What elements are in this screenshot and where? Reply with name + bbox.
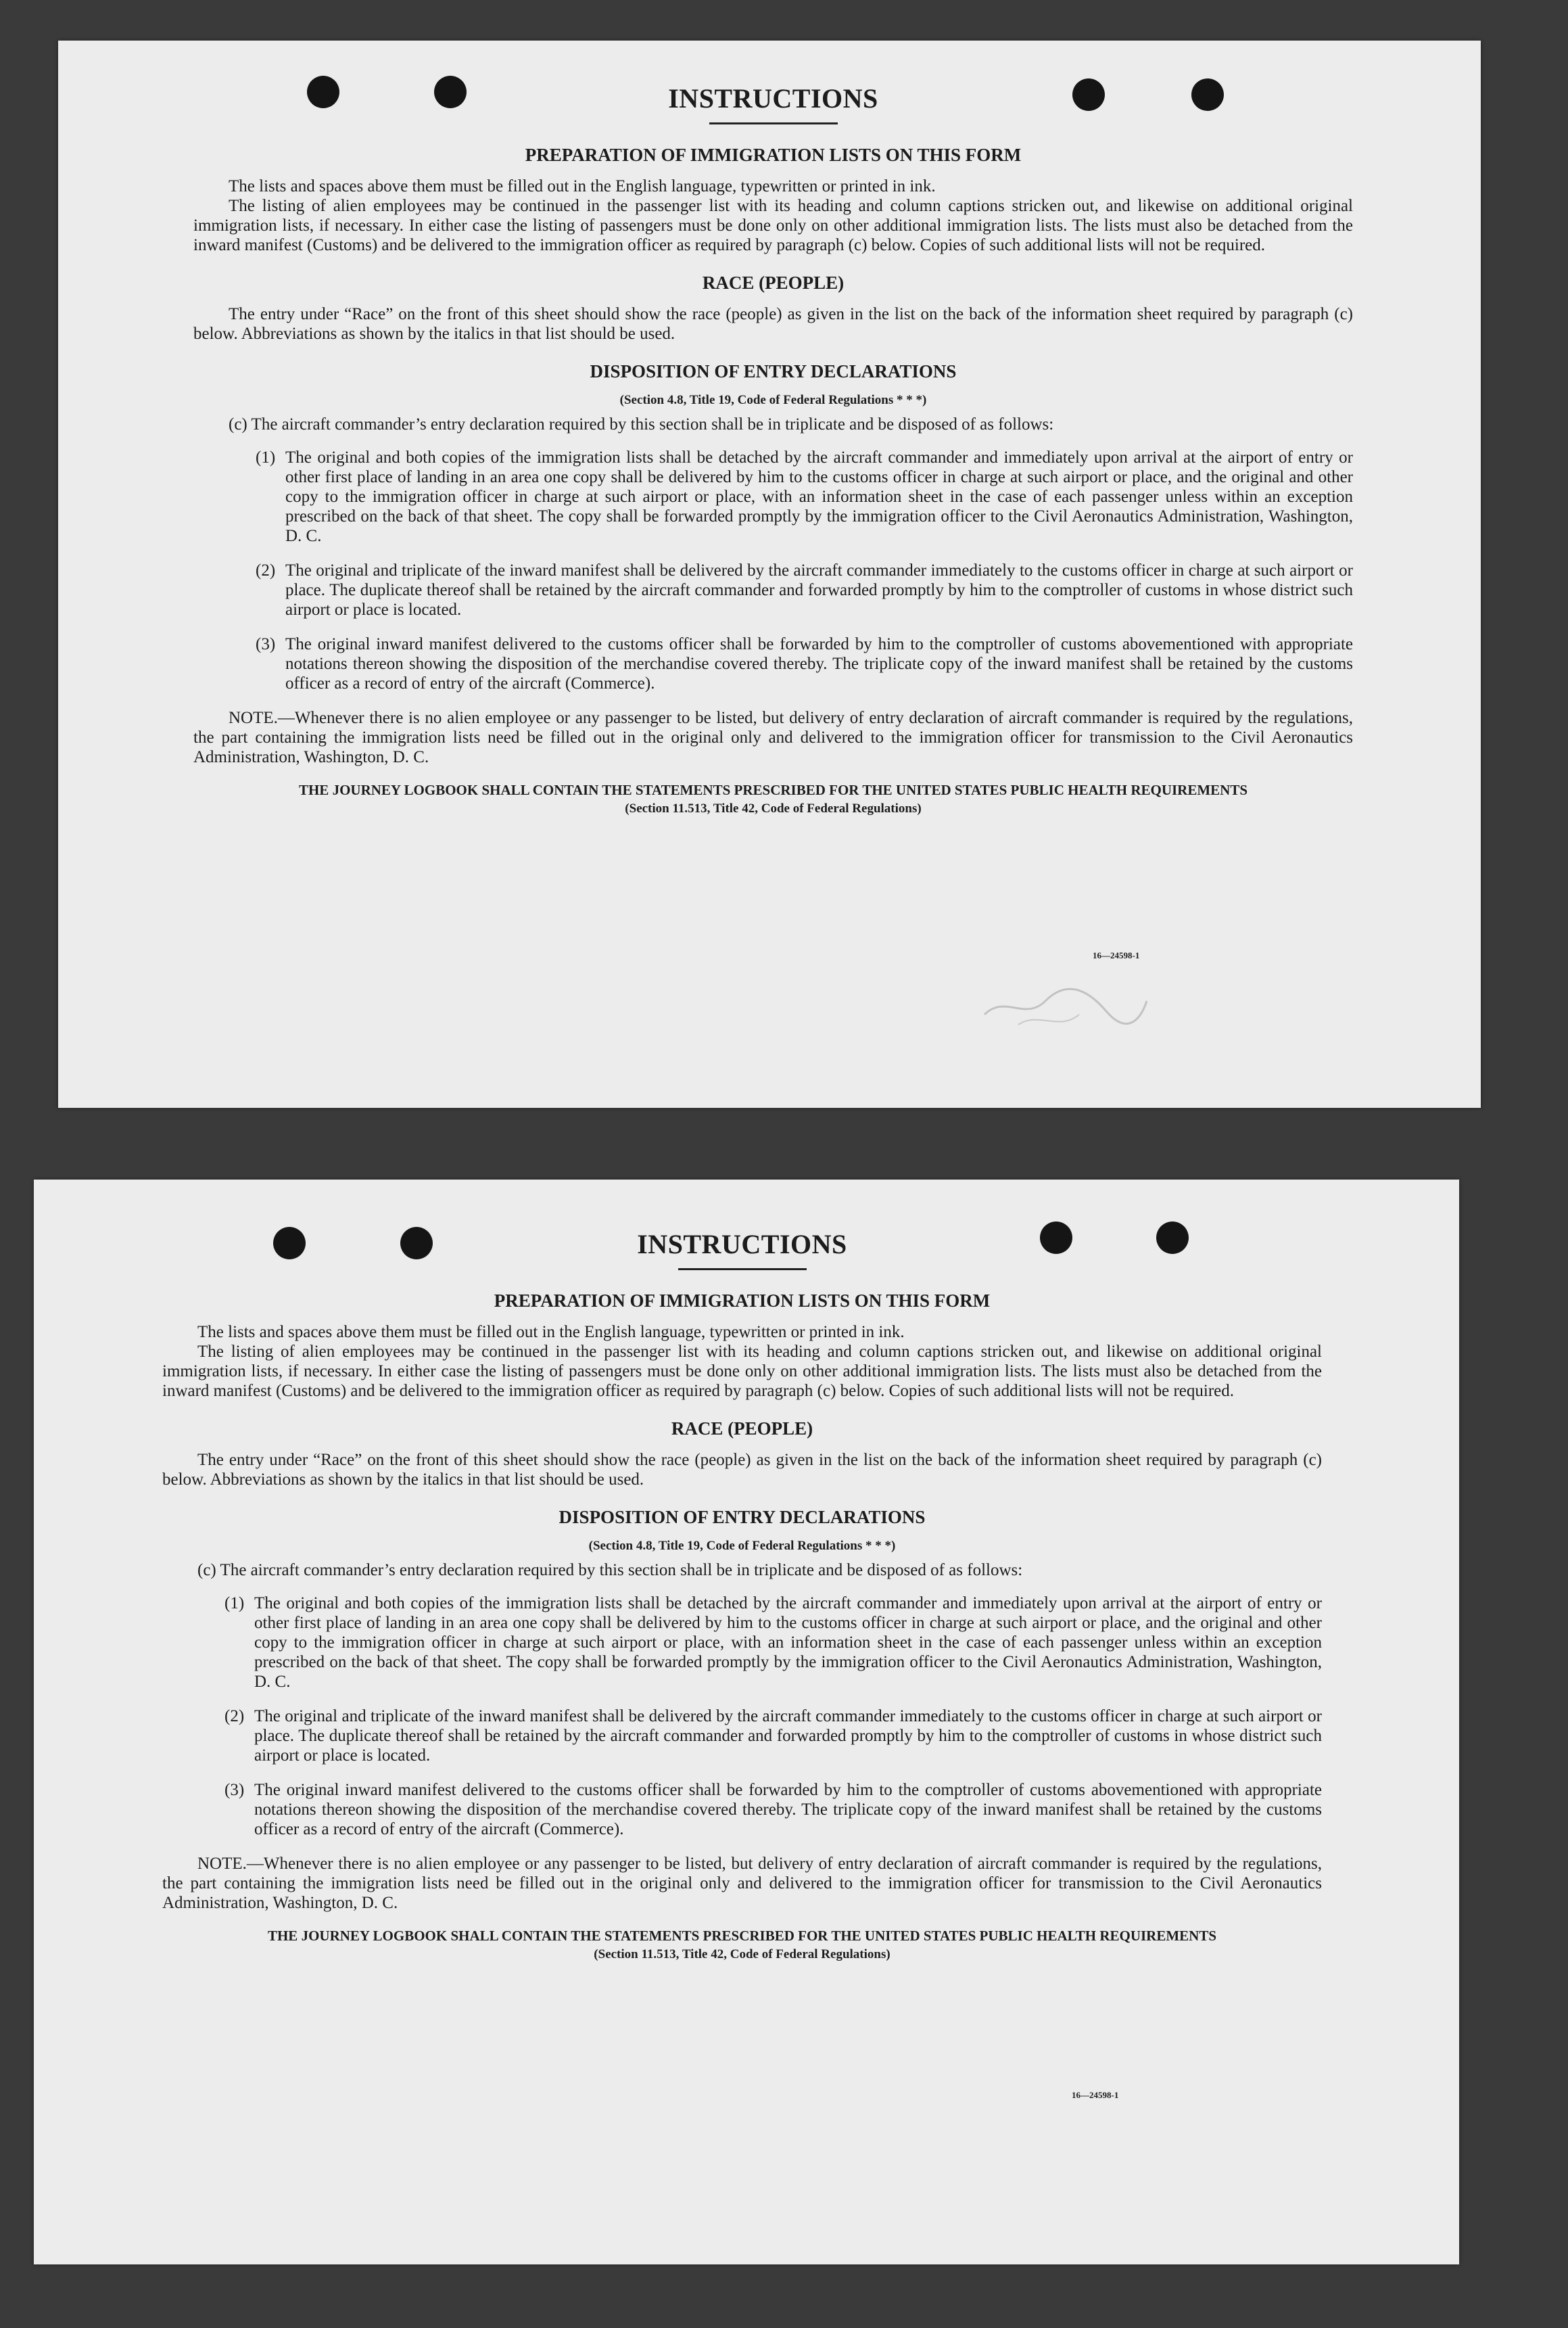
paragraph: The listing of alien employees may be continued in the passenger list with its heading and column captions stricken out, and likewise on additional original immigration lists, if necessary. In either case the listing of passengers must be done only on other additional immigration lists. The lists must also be detached from the inward manifest (Customs) and be delivered to the immigration officer as required by paragraph (c) below. Copies of such additional lists will not be required.: [162, 1343, 1322, 1400]
item-text: The original inward manifest delivered to the customs officer shall be forwarded by him to the comptroller of customs abovementioned with appropriate notations thereon showing the disposition of the merchandise covered thereby. The triplicate copy of the inward manifest shall be retained by the customs officer as a record of entry of the aircraft (Commerce).: [254, 1781, 1322, 1838]
regulation-reference: (Section 4.8, Title 19, Code of Federal Regulations * * *): [588, 1539, 896, 1553]
list-item: [224, 1593, 1322, 1692]
item-number: (2): [224, 1707, 245, 1725]
regulation-reference: (Section 11.513, Title 42, Code of Federal Regulations): [594, 1947, 890, 1961]
section-heading-preparation: PREPARATION OF IMMIGRATION LISTS ON THIS FORM: [494, 1290, 991, 1311]
section-heading-race: RACE (PEOPLE): [671, 1418, 813, 1439]
list-item: [256, 634, 1353, 693]
health-requirements-statement: THE JOURNEY LOGBOOK SHALL CONTAIN THE STATEMENTS PRESCRIBED FOR THE UNITED STATES PUBLIC HEALTH REQUIREMENTS: [267, 1928, 1217, 1944]
paragraph: The entry under “Race” on the front of this sheet should show the race (people) as given in the list on the back of the information sheet required by paragraph (c) below. Abbreviations as shown by the italics in that list should be used.: [193, 305, 1353, 343]
item-text: The original and both copies of the immigration lists shall be detached by the aircraft commander and immediately upon arrival at the airport of entry or other first place of landing in an area one copy shall be delivered by him to the customs officer in charge at such airport or place, and the original and other copy to the immigration officer in charge at such airport or place, with an information sheet in the case of each passenger unless within an exception prescribed on the back of that sheet. The copy shall be forwarded promptly by the immigration officer to the Civil Aeronautics Administration, Washington, D. C.: [285, 448, 1353, 545]
instruction-sheet-bottom: [34, 1180, 1459, 2264]
title-underline: [678, 1268, 807, 1270]
item-number: (3): [256, 635, 276, 653]
paragraph: The lists and spaces above them must be filled out in the English language, typewritten or printed in ink.: [229, 177, 936, 195]
section-heading-race: RACE (PEOPLE): [702, 273, 845, 293]
section-heading-preparation: PREPARATION OF IMMIGRATION LISTS ON THIS FORM: [525, 145, 1022, 165]
form-code: 16—24598-1: [1093, 950, 1140, 960]
item-text: The original and triplicate of the inward manifest shall be delivered by the aircraft commander immediately to the customs officer in charge at such airport or place. The duplicate thereof shall be retained by the aircraft commander and forwarded promptly by him to the comptroller of customs in whose district such airport or place is located.: [285, 561, 1353, 619]
form-code: 16—24598-1: [1072, 2090, 1119, 2100]
note-paragraph: NOTE.—Whenever there is no alien employee or any passenger to be listed, but delivery of entry declaration of aircraft commander is required by the regulations, the part containing the immigration lists need be filled out in the original only and delivered to the immigration officer for transmission to the Civil Aeronautics Administration, Washington, D. C.: [193, 709, 1353, 766]
clause-c: (c) The aircraft commander’s entry declaration required by this section shall be in triplicate and be disposed of as follows:: [229, 415, 1054, 434]
list-item: [224, 1780, 1322, 1839]
section-heading-disposition: DISPOSITION OF ENTRY DECLARATIONS: [590, 361, 957, 381]
sheet-content: [162, 1228, 1322, 1962]
clause-c: (c) The aircraft commander’s entry declaration required by this section shall be in triplicate and be disposed of as follows:: [197, 1561, 1023, 1579]
item-text: The original and both copies of the immigration lists shall be detached by the aircraft commander and immediately upon arrival at the airport of entry or other first place of landing in an area one copy shall be delivered by him to the customs officer in charge at such airport or place, and the original and other copy to the immigration officer in charge at such airport or place, with an information sheet in the case of each passenger unless within an exception prescribed on the back of that sheet. The copy shall be forwarded promptly by the immigration officer to the Civil Aeronautics Administration, Washington, D. C.: [254, 1594, 1322, 1691]
item-text: The original inward manifest delivered to the customs officer shall be forwarded by him to the comptroller of customs abovementioned with appropriate notations thereon showing the disposition of the merchandise covered thereby. The triplicate copy of the inward manifest shall be retained by the customs officer as a record of entry of the aircraft (Commerce).: [285, 635, 1353, 693]
sheet-content: [193, 83, 1353, 816]
regulation-reference: (Section 11.513, Title 42, Code of Federal Regulations): [625, 801, 922, 816]
note-paragraph: NOTE.—Whenever there is no alien employee or any passenger to be listed, but delivery of entry declaration of aircraft commander is required by the regulations, the part containing the immigration lists need be filled out in the original only and delivered to the immigration officer for transmission to the Civil Aeronautics Administration, Washington, D. C.: [162, 1855, 1322, 1912]
paragraph: The lists and spaces above them must be filled out in the English language, typewritten or printed in ink.: [197, 1323, 905, 1341]
regulation-reference: (Section 4.8, Title 19, Code of Federal Regulations * * *): [619, 393, 927, 407]
item-text: The original and triplicate of the inward manifest shall be delivered by the aircraft commander immediately to the customs officer in charge at such airport or place. The duplicate thereof shall be retained by the aircraft commander and forwarded promptly by him to the comptroller of customs in whose district such airport or place is located.: [254, 1707, 1322, 1765]
item-number: (1): [224, 1594, 245, 1612]
item-number: (2): [256, 561, 276, 580]
page-title: INSTRUCTIONS: [668, 83, 878, 114]
list-item: [256, 448, 1353, 546]
instruction-sheet-top: [58, 41, 1481, 1108]
section-heading-disposition: DISPOSITION OF ENTRY DECLARATIONS: [559, 1507, 926, 1527]
title-underline: [709, 122, 838, 124]
item-number: (1): [256, 448, 276, 467]
list-item: [256, 561, 1353, 620]
item-number: (3): [224, 1781, 245, 1799]
pencil-smudge-icon: [978, 974, 1154, 1035]
list-item: [224, 1706, 1322, 1765]
page-title: INSTRUCTIONS: [637, 1229, 847, 1259]
paragraph: The entry under “Race” on the front of this sheet should show the race (people) as given in the list on the back of the information sheet required by paragraph (c) below. Abbreviations as shown by the italics in that list should be used.: [162, 1451, 1322, 1489]
paragraph: The listing of alien employees may be continued in the passenger list with its heading and column captions stricken out, and likewise on additional original immigration lists, if necessary. In either case the listing of passengers must be done only on other additional immigration lists. The lists must also be detached from the inward manifest (Customs) and be delivered to the immigration officer as required by paragraph (c) below. Copies of such additional lists will not be required.: [193, 197, 1353, 254]
health-requirements-statement: THE JOURNEY LOGBOOK SHALL CONTAIN THE STATEMENTS PRESCRIBED FOR THE UNITED STATES PUBLIC HEALTH REQUIREMENTS: [298, 782, 1248, 798]
